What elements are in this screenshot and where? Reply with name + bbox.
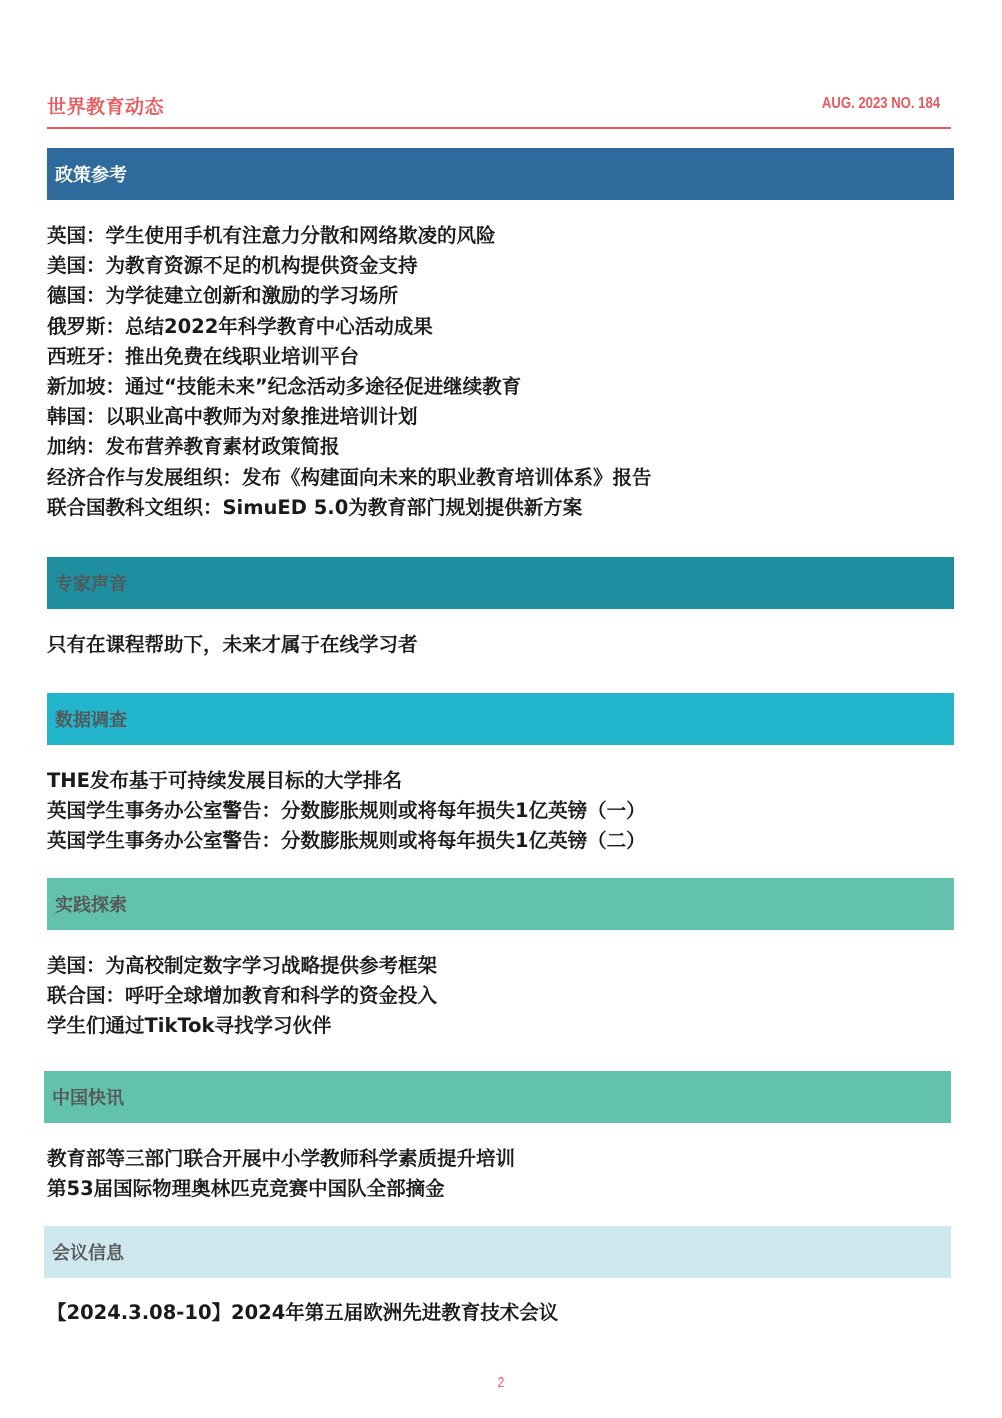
section-title-data: 数据调查 <box>55 710 127 731</box>
section-header-china <box>44 1071 951 1123</box>
section-header-expert <box>47 557 954 609</box>
section-title-practice: 实践探索 <box>55 895 127 916</box>
section-header-practice <box>47 878 954 930</box>
list-item[interactable]: 德国：为学徒建立创新和激励的学习场所 <box>47 284 399 308</box>
list-item[interactable]: 美国：为教育资源不足的机构提供资金支持 <box>47 254 418 278</box>
data-list <box>47 766 646 857</box>
issue-label: AUG. 2023 NO. 184 <box>821 95 940 112</box>
list-item[interactable]: 第53届国际物理奥林匹克竞赛中国队全部摘金 <box>47 1177 445 1201</box>
list-item[interactable]: 加纳：发布营养教育素材政策简报 <box>47 435 340 459</box>
list-item[interactable]: THE发布基于可持续发展目标的大学排名 <box>47 769 402 792</box>
list-item[interactable]: 【2024.3.08-10】2024年第五届欧洲先进教育技术会议 <box>47 1301 559 1324</box>
list-item[interactable]: 西班牙：推出免费在线职业培训平台 <box>47 344 360 368</box>
china-list <box>47 1144 515 1204</box>
practice-list <box>47 951 437 1042</box>
conference-list <box>47 1298 558 1328</box>
list-item[interactable]: 新加坡：通过“技能未来”纪念活动多途径促进继续教育 <box>47 374 522 398</box>
list-item[interactable]: 经济合作与发展组织：发布《构建面向未来的职业教育培训体系》报告 <box>47 465 652 489</box>
list-item[interactable]: 只有在课程帮助下，未来才属于在线学习者 <box>47 633 418 656</box>
expert-list <box>47 630 418 660</box>
section-title-china: 中国快讯 <box>52 1088 124 1109</box>
list-item[interactable]: 英国：学生使用手机有注意力分散和网络欺凌的风险 <box>47 224 496 247</box>
list-item[interactable]: 教育部等三部门联合开展中小学教师科学素质提升培训 <box>47 1147 516 1170</box>
section-title-conference: 会议信息 <box>52 1243 124 1264</box>
list-item[interactable]: 俄罗斯：总结2022年科学教育中心活动成果 <box>47 314 433 338</box>
section-header-data <box>47 693 954 745</box>
list-item[interactable]: 英国学生事务办公室警告：分数膨胀规则或将每年损失1亿英镑（二） <box>47 829 646 853</box>
list-item[interactable]: 韩国：以职业高中教师为对象推进培训计划 <box>47 405 418 429</box>
publication-title: 世界教育动态 <box>47 96 165 118</box>
section-title-expert: 专家声音 <box>55 574 127 595</box>
section-header-conference <box>44 1226 951 1278</box>
policy-list <box>47 221 652 523</box>
list-item[interactable]: 美国：为高校制定数字学习战略提供参考框架 <box>47 954 438 977</box>
section-header-policy <box>47 148 954 200</box>
list-item[interactable]: 英国学生事务办公室警告：分数膨胀规则或将每年损失1亿英镑（一） <box>47 799 646 823</box>
page-number: 2 <box>497 1374 505 1391</box>
list-item[interactable]: 联合国：呼吁全球增加教育和科学的资金投入 <box>47 984 438 1008</box>
list-item[interactable]: 学生们通过TikTok寻找学习伙伴 <box>47 1014 332 1038</box>
section-title-policy: 政策参考 <box>55 165 127 186</box>
header-divider <box>47 127 951 129</box>
list-item[interactable]: 联合国教科文组织：SimuED 5.0为教育部门规划提供新方案 <box>47 495 583 519</box>
